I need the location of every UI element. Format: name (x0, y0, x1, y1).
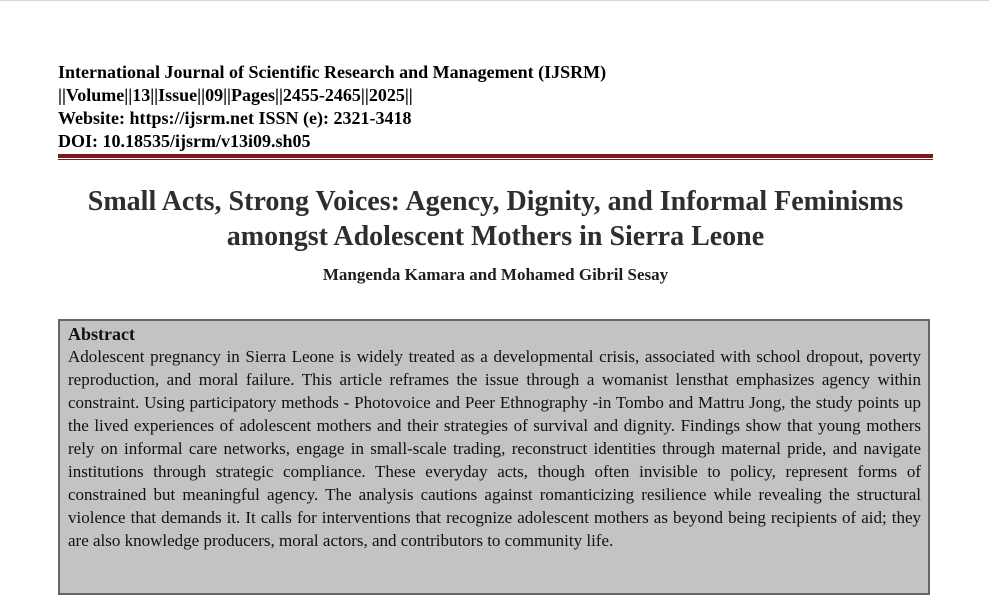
page-top-border (0, 0, 989, 1)
paper-title: Small Acts, Strong Voices: Agency, Dignity, and Informal Feminisms amongst Adolescent Mothers in Sierra Leone (87, 186, 904, 252)
paper-authors: Mangenda Kamara and Mohamed Gibril Sesay (322, 265, 669, 284)
journal-header (58, 61, 933, 153)
journal-website-issn: Website: https://ijsrm.net ISSN (e): 2321-3418 (58, 108, 412, 128)
journal-doi: DOI: 10.18535/ijsrm/v13i09.sh05 (58, 131, 311, 151)
journal-volume-info: ||Volume||13||Issue||09||Pages||2455-2465||2025|| (58, 85, 413, 105)
abstract-text: Adolescent pregnancy in Sierra Leone is widely treated as a developmental crisis, associated with school dropout, poverty reproduction, and moral failure. This article reframes the issue through a womanist lensthat emphasizes agency within constraint. Using participatory methods - Photovoice and Peer Ethnography -in Tombo and Mattru Jong, the study points up the lived experiences of adolescent mothers and their strategies of survival and dignity. Findings show that young mothers rely on informal care networks, engage in small-scale trading, reconstruct identities through maternal pride, and navigate institutions through strategic compliance. These everyday acts, though often invisible to policy, represent forms of constrained but meaningful agency. The analysis cautions against romanticizing resilience while revealing the structural violence that demands it. It calls for interventions that recognize adolescent mothers as beyond being recipients of aid; they are also knowledge producers, moral actors, and contributors to community life. (68, 347, 921, 550)
header-rule-thick (58, 154, 933, 158)
abstract-box (58, 319, 930, 595)
header-rule-thin (58, 159, 933, 160)
journal-name: International Journal of Scientific Research and Management (IJSRM) (58, 62, 607, 82)
abstract-heading: Abstract (68, 324, 135, 344)
